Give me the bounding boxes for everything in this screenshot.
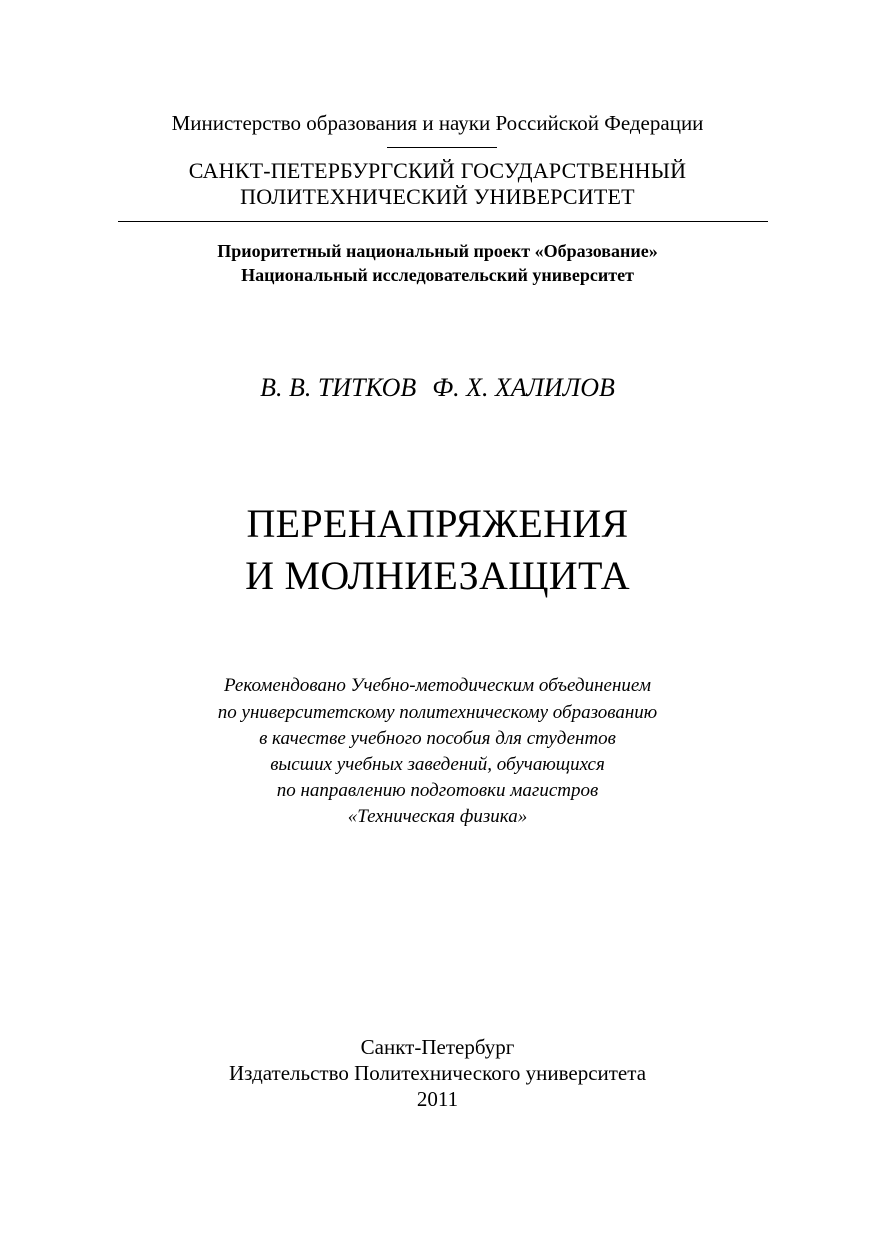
- imprint-publisher: Издательство Политехнического университета: [228, 1061, 647, 1085]
- long-divider: [118, 221, 768, 222]
- project-line-2: Национальный исследовательский университет: [241, 265, 634, 285]
- recommendation-line: высших учебных заведений, обучающихся: [270, 754, 605, 775]
- ministry-name: Министерство образования и науки Российской Федерации: [171, 111, 704, 135]
- project-line-1: Приоритетный национальный проект «Образование»: [217, 241, 658, 261]
- recommendation-line: по направлению подготовки магистров: [276, 780, 599, 801]
- book-title-line-2: И МОЛНИЕЗАЩИТА: [245, 553, 630, 598]
- recommendation-line: «Техническая физика»: [347, 806, 528, 827]
- recommendation-line: Рекомендовано Учебно-методическим объединением: [224, 675, 651, 696]
- university-name-line-2: ПОЛИТЕХНИЧЕСКИЙ УНИВЕРСИТЕТ: [240, 184, 635, 209]
- author-2: Ф. Х. ХАЛИЛОВ: [432, 373, 615, 402]
- authors: [0, 372, 875, 404]
- book-title-line-1: ПЕРЕНАПРЯЖЕНИЯ: [246, 501, 629, 546]
- recommendation-line: в качестве учебного пособия для студентов: [259, 728, 616, 749]
- imprint-year: 2011: [416, 1087, 459, 1111]
- author-1: В. В. ТИТКОВ: [260, 373, 417, 402]
- recommendation-line: по университетскому политехническому образованию: [217, 702, 658, 723]
- university-name-line-1: САНКТ-ПЕТЕРБУРГСКИЙ ГОСУДАРСТВЕННЫЙ: [188, 158, 687, 183]
- short-divider: [387, 147, 497, 148]
- imprint-city: Санкт-Петербург: [360, 1035, 515, 1059]
